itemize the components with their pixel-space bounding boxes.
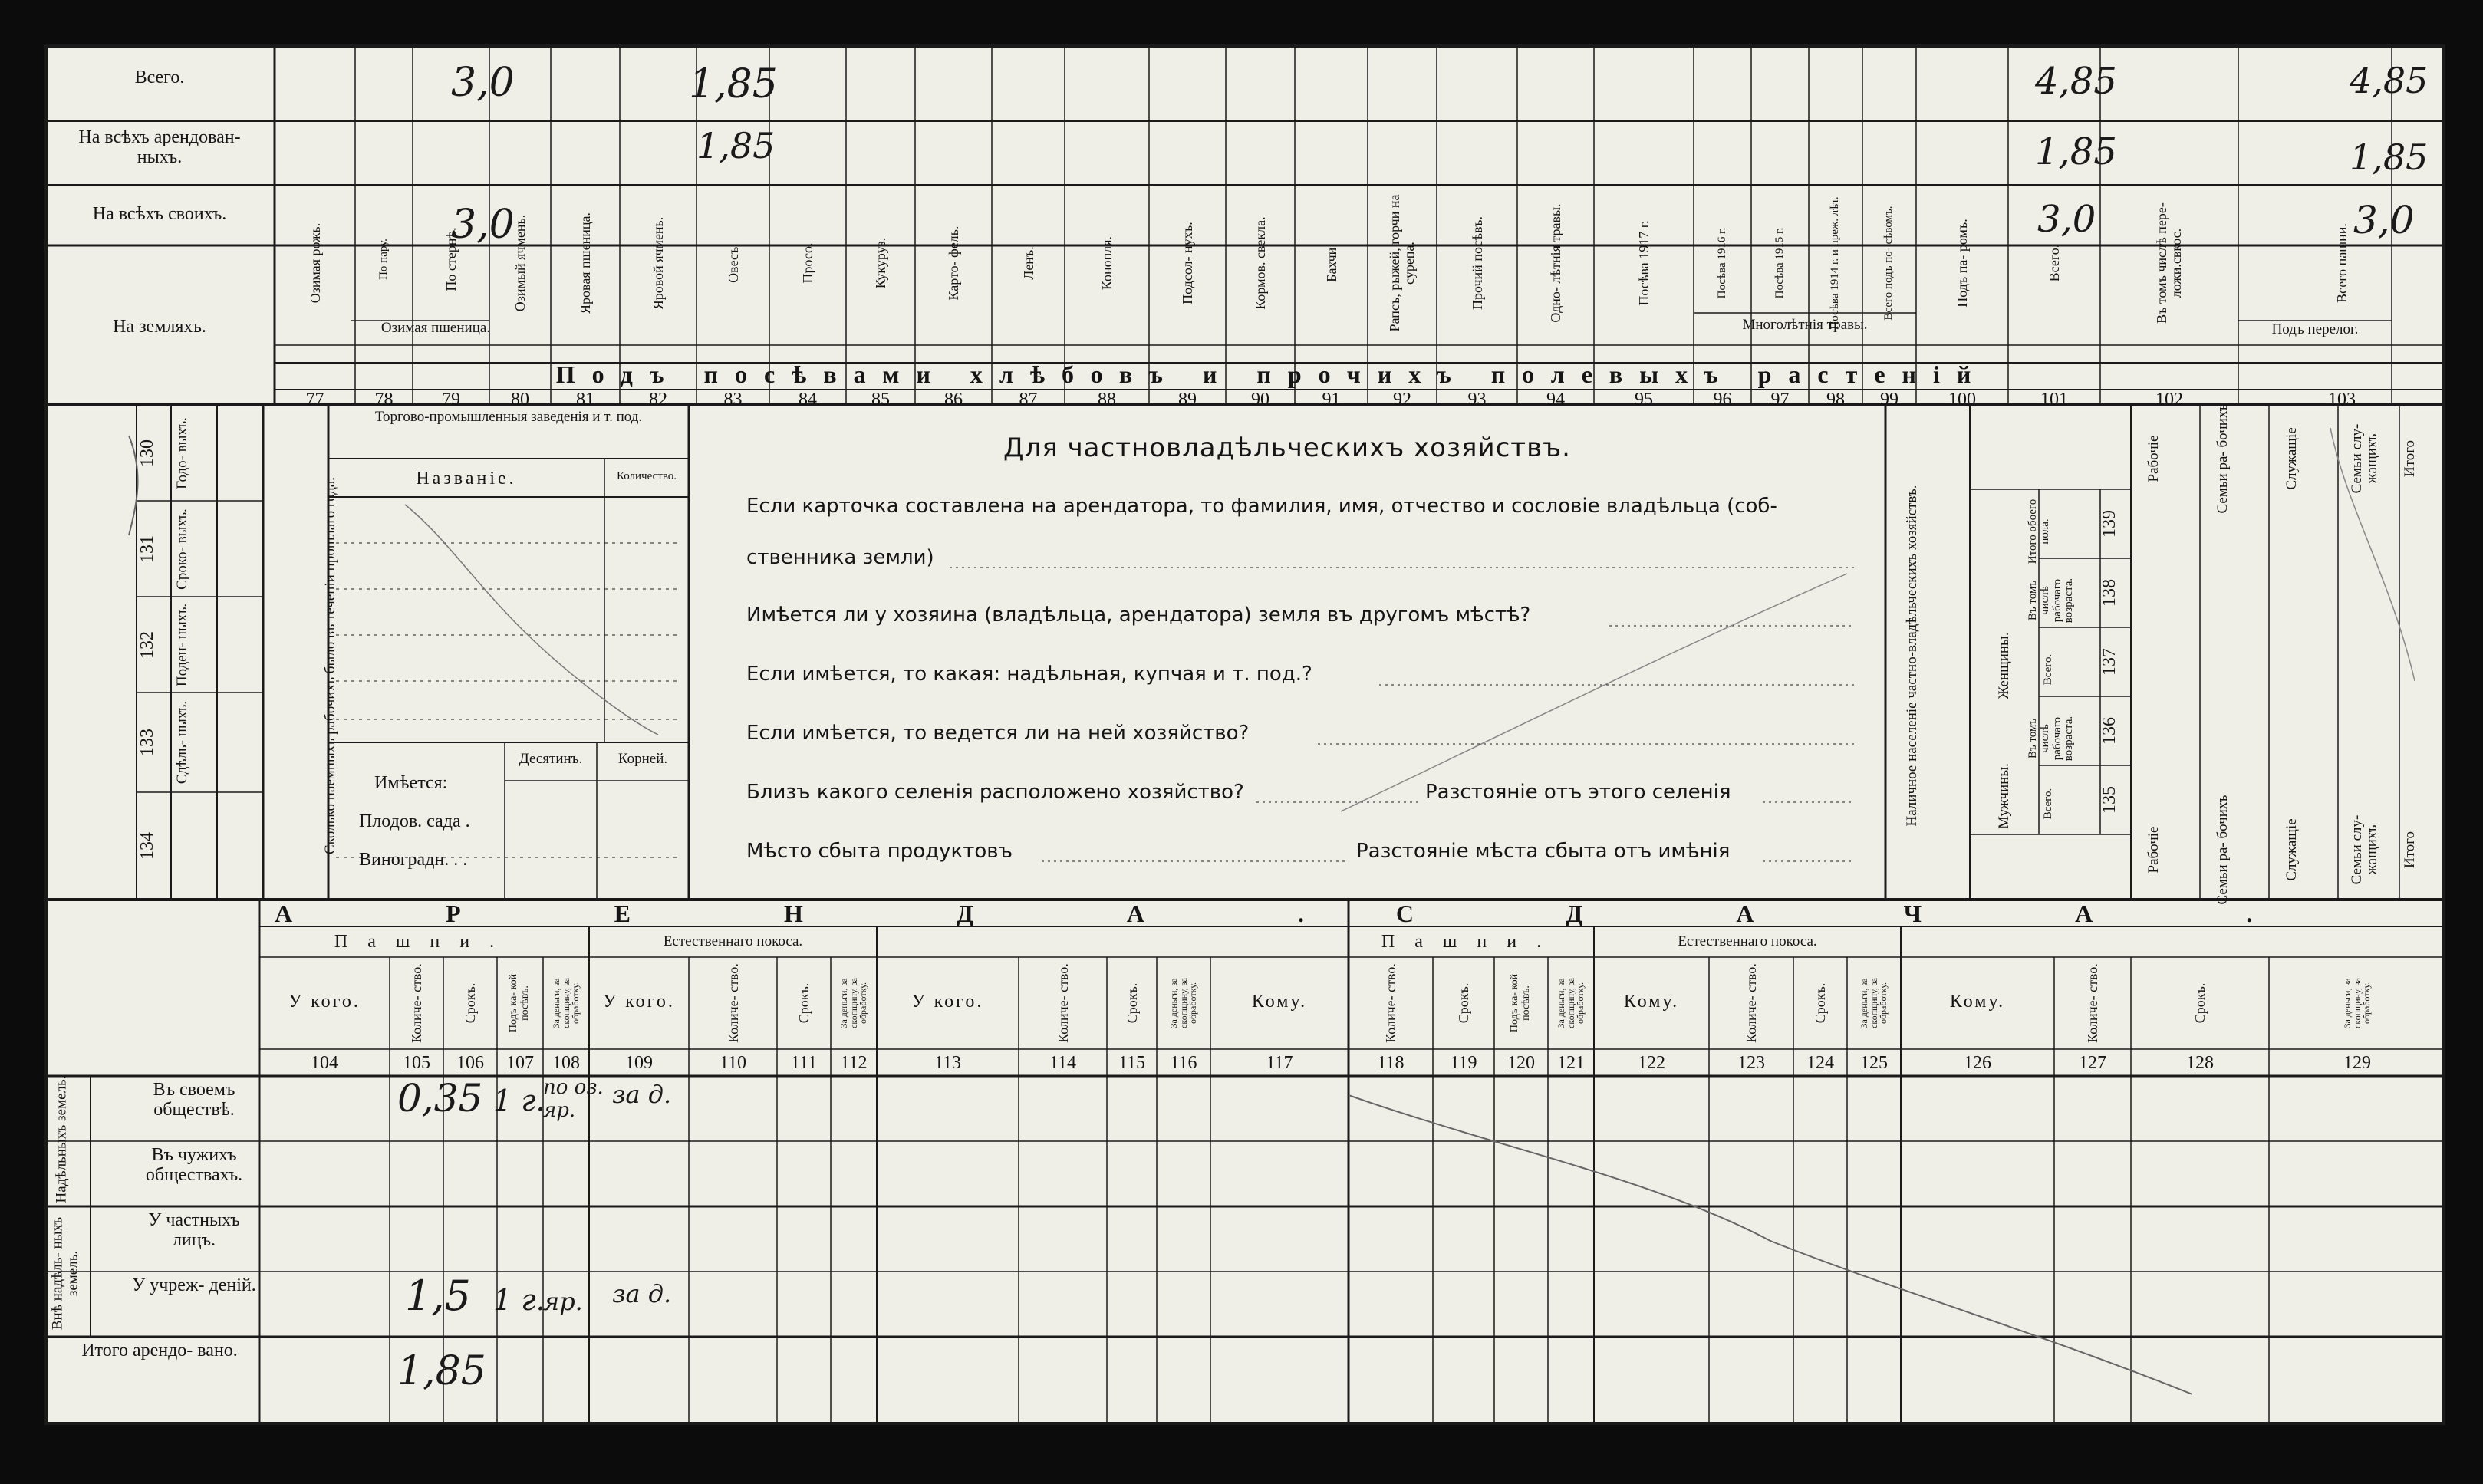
worker-row-number: 130 — [137, 439, 157, 467]
women-working-label: Въ томъ числѣ рабочаго возраста. — [2027, 577, 2076, 624]
lease-header-u_kogo: У кого. — [288, 992, 361, 1012]
perelog-label: Подъ перелог. — [2271, 321, 2359, 337]
crop-header: Посѣва 1914 г. и преж. лѣт. — [1829, 196, 1842, 330]
lease-col-number: 118 — [1377, 1053, 1405, 1073]
lease-header-pod_posev: Подъ ка- кой посѣвъ. — [508, 973, 531, 1033]
worker-col-label-bottom: Семьи слу- жащихъ — [2349, 814, 2380, 885]
lease-header-srok: Срокъ. — [1812, 982, 1828, 1024]
lease-col-number: 111 — [790, 1053, 818, 1073]
population-col-number: 139 — [2099, 510, 2119, 538]
women-vsego-label: Всего. — [2042, 653, 2054, 686]
lease-col-number: 105 — [403, 1053, 430, 1073]
crop-col-number: 89 — [1178, 390, 1197, 410]
crop-header: Яровой ячмень. — [650, 216, 666, 310]
crop-col-number: 79 — [442, 390, 460, 410]
lease-header-pod_posev: Подъ ка- кой посѣвъ. — [1509, 973, 1532, 1033]
crop-header: Одно- лѣтнія травы. — [1547, 203, 1563, 323]
crop-header: Подъ па- ромъ. — [1954, 219, 1970, 308]
lease-header-srok: Срокъ. — [2192, 982, 2208, 1024]
row-chuzhih: Въ чужихъ обществахъ. — [145, 1145, 243, 1186]
worker-row-number: 134 — [137, 832, 157, 860]
lease-col-number: 104 — [311, 1053, 338, 1073]
hw-a108: за д. — [612, 1080, 672, 1109]
worker-type-label: Сдѣль- ныхъ. — [174, 700, 190, 785]
question-2: Имѣется ли у хозяина (владѣльца, арендатора) земля въ другомъ мѣстѣ? — [746, 604, 1531, 627]
vinograd-label: Виноградн. . . — [359, 850, 468, 870]
lease-col-number: 123 — [1737, 1053, 1765, 1073]
crop-header: Прочий посѣвъ. — [1469, 216, 1485, 311]
lease-col-number: 121 — [1557, 1053, 1585, 1073]
lease-header-kolvo: Количе- ство. — [725, 963, 741, 1043]
hw-svoi-79: 3,0 — [451, 202, 515, 248]
lease-header-srok: Срокъ. — [462, 982, 478, 1024]
lease-header-kolvo: Количе- ство. — [1743, 963, 1759, 1043]
lease-col-number: 109 — [625, 1053, 653, 1073]
lease-header-komu: Кому. — [1251, 992, 1308, 1012]
crop-col-number: 85 — [871, 390, 890, 410]
hw-vsego-79: 3,0 — [451, 60, 515, 106]
lease-col-number: 106 — [456, 1053, 484, 1073]
lease-col-number: 115 — [1118, 1053, 1146, 1073]
worker-col-label-top: Итого — [2402, 439, 2418, 478]
hw-arend-82: 1,85 — [696, 125, 776, 166]
hw-vsego-103: 4,85 — [2350, 60, 2429, 101]
row-label-vsego: Всего. — [134, 67, 185, 87]
crop-header: Всего. — [2046, 244, 2062, 282]
crop-col-number: 97 — [1770, 390, 1790, 410]
crop-header: Въ томъ числѣ пере- ложи.свкос. — [2154, 202, 2184, 324]
crop-col-number: 83 — [723, 390, 743, 410]
crop-col-number: 77 — [305, 390, 324, 410]
crop-header: Карто- фель. — [945, 225, 961, 301]
worker-col-label-bottom: Рабочіе — [2145, 826, 2162, 874]
lease-col-number: 116 — [1170, 1053, 1197, 1073]
crop-col-number: 81 — [576, 390, 594, 410]
crop-col-number: 103 — [2328, 390, 2356, 410]
lease-header-kolvo: Количе- ство. — [1382, 963, 1398, 1043]
lease-header-za_dengi: За деньги, за скопщину, за обработку. — [551, 978, 581, 1028]
crop-col-number: 80 — [511, 390, 529, 410]
worker-col-label-bottom: Семьи ра- бочихъ — [2215, 795, 2231, 905]
crop-header: Посѣва 1915 г. — [1773, 227, 1786, 299]
crop-col-number: 91 — [1322, 390, 1341, 410]
crop-header: Просо. — [799, 242, 815, 284]
hw-a106: 1 г. — [493, 1084, 545, 1117]
hw-vsego-99: 4,85 — [2035, 60, 2117, 103]
lease-header-u_kogo: У кого. — [911, 992, 984, 1012]
hw-b107: яр. — [543, 1287, 583, 1316]
crop-col-number: 98 — [1826, 390, 1845, 410]
crop-header: Яровая пшеница. — [577, 212, 593, 314]
trade-qty-header: Количество. — [616, 470, 677, 482]
question-1a: Если карточка составлена на арендатора, то фамилия, имя, отчество и сословіе владѣльца (соб- — [746, 495, 1777, 518]
men-vsego-label: Всего. — [2042, 788, 2054, 820]
crop-col-number: 92 — [1393, 390, 1411, 410]
lease-col-number: 114 — [1049, 1053, 1077, 1073]
lease-header-za_dengi: За деньги, за скопщину, за обработку. — [1556, 978, 1586, 1028]
crop-col-number: 95 — [1635, 390, 1653, 410]
perennial-label: Многолѣтнія травы. — [1742, 317, 1868, 333]
worker-type-label: Годо- выхъ. — [174, 416, 190, 489]
crop-col-number: 94 — [1546, 390, 1565, 410]
worker-type-label: Поден- ныхъ. — [174, 603, 190, 686]
has-label: Имѣется: — [374, 773, 448, 793]
population-col-number: 136 — [2099, 717, 2119, 745]
row-label-na-zemlyah: На земляхъ. — [113, 317, 206, 337]
hired-workers-label: Сколько наемныхъ рабочихъ было въ теченіи прошлаго года. — [322, 476, 338, 855]
population-label: Наличное населеніе частно-владѣльческихъ хозяйствъ. — [1904, 485, 1920, 827]
wheat-label: Озимая пшеница. — [380, 320, 491, 336]
lease-header-srok: Срокъ. — [1124, 982, 1140, 1024]
lease-col-number: 108 — [552, 1053, 580, 1073]
crop-header: Всего подъ по- сѣвомъ. — [1882, 206, 1895, 321]
row-uchrezhdeniy: У учреж- деній. — [132, 1275, 256, 1295]
lease-header-srok: Срокъ. — [1455, 982, 1471, 1024]
crop-col-number: 96 — [1713, 390, 1732, 410]
crop-header: Рапсъ, рыжей, горчи на сурепа. — [1387, 194, 1417, 332]
lease-col-number: 126 — [1964, 1053, 1991, 1073]
trade-name-header: Названіе. — [416, 469, 517, 489]
worker-type-label: Сроко- выхъ. — [174, 508, 190, 590]
worker-col-label-top: Семьи ра- бочихъ — [2215, 403, 2231, 514]
lease-header-komu: Кому. — [1949, 992, 2006, 1012]
worker-col-label-bottom: Итого — [2402, 831, 2418, 869]
lease-col-number: 119 — [1450, 1053, 1477, 1073]
crop-col-number: 82 — [649, 390, 667, 410]
desyatin-header: Десятинъ. — [519, 751, 583, 767]
lease-header-za_dengi: За деньги, за скопщину, за обработку. — [2342, 978, 2373, 1028]
crop-header: Кукуруз. — [872, 237, 888, 289]
lease-header-u_kogo: У кого. — [603, 992, 675, 1012]
row-chastnyh: У частныхъ лицъ. — [148, 1210, 240, 1251]
lease-col-number: 110 — [719, 1053, 747, 1073]
lease-header-kolvo: Количе- ство. — [2084, 963, 2100, 1043]
row-label-svoih: На всѣхъ своихъ. — [92, 204, 227, 224]
hw-arend-99: 1,85 — [2035, 130, 2117, 173]
crop-header: Ленъ. — [1020, 246, 1036, 280]
lease-col-number: 107 — [506, 1053, 534, 1073]
hw-vsego-82: 1,85 — [689, 61, 778, 107]
worker-col-label-bottom: Служащіе — [2284, 818, 2300, 881]
worker-col-label-top: Рабочіе — [2145, 435, 2162, 482]
lease-col-number: 124 — [1806, 1053, 1834, 1073]
lease-header-kolvo: Количе- ство. — [408, 963, 424, 1043]
crop-col-number: 84 — [799, 390, 817, 410]
lease-col-number: 125 — [1860, 1053, 1888, 1073]
crop-col-number: 86 — [944, 390, 963, 410]
arenda-title: АРЕНДА. — [275, 900, 1458, 927]
lease-header-komu: Кому. — [1623, 992, 1680, 1012]
lease-col-number: 122 — [1638, 1053, 1665, 1073]
total-both-label: Итого обоего пола. — [2027, 499, 2051, 564]
hw-b105: 1,5 — [405, 1272, 471, 1320]
crops-banner: Подъ посѣвами хлѣбовъ и прочихъ полевыхъ растеній — [555, 360, 1988, 388]
group-vne-nadelnyh: Внѣ надѣль- ныхъ земель. — [49, 1216, 81, 1331]
row-itogo-arendovano: Итого арендо- вано. — [81, 1341, 238, 1361]
crop-header: Бахчи. — [1323, 244, 1339, 282]
lease-col-number: 112 — [840, 1053, 868, 1073]
hw-b106: 1 г. — [493, 1283, 545, 1317]
row-svoem: Въ своемъ обществѣ. — [153, 1080, 235, 1120]
crop-col-number: 100 — [1948, 390, 1976, 410]
question-6b: Разстояніе мѣста сбыта отъ имѣнія — [1356, 840, 1731, 863]
korney-header: Корней. — [617, 751, 668, 767]
hw-a105: 0,35 — [397, 1076, 483, 1120]
hw-b108: за д. — [612, 1279, 672, 1308]
men-label: Мужчины. — [1996, 763, 2012, 829]
crop-col-number: 101 — [2040, 390, 2068, 410]
questionnaire-title: Для частновладѣльческихъ хозяйствъ. — [1003, 433, 1571, 463]
lease-header-za_dengi: За деньги, за скопщину, за обработку. — [1859, 978, 1889, 1028]
lease-header-za_dengi: За деньги, за скопщину, за обработку. — [1168, 978, 1199, 1028]
population-col-number: 135 — [2099, 786, 2119, 814]
crop-header: Кормов. свекла. — [1252, 216, 1268, 310]
arenda-pokos-label: Естественнаго покоса. — [663, 933, 803, 949]
hw-arend-103: 1,85 — [2350, 137, 2429, 178]
trade-title: Торгово-промышленныя заведенія и т. под. — [374, 409, 643, 425]
question-4: Если имѣется, то ведется ли на ней хозяйство? — [746, 722, 1250, 745]
crop-col-number: 102 — [2155, 390, 2183, 410]
worker-row-number: 133 — [137, 729, 157, 756]
men-working-label: Въ томъ числѣ рабочаго возраста. — [2027, 716, 2076, 762]
lease-header-kolvo: Количе- ство. — [1055, 963, 1071, 1043]
population-col-number: 137 — [2099, 648, 2119, 676]
lease-header-srok: Срокъ. — [795, 982, 812, 1024]
lease-col-number: 113 — [934, 1053, 962, 1073]
hw-svoi-103: 3,0 — [2353, 198, 2415, 242]
group-nadelnyh: Надѣльныхъ земель. — [53, 1075, 70, 1203]
population-col-number: 138 — [2099, 579, 2119, 607]
crop-header: Подсол- нухъ. — [1179, 222, 1195, 304]
lease-col-number: 127 — [2079, 1053, 2106, 1073]
worker-row-number: 131 — [137, 535, 157, 563]
hw-a107: по оз. яр. — [543, 1076, 604, 1122]
plodov-label: Плодов. сада . — [359, 811, 470, 831]
question-3: Если имѣется, то какая: надѣльная, купчая и т. под.? — [746, 663, 1312, 686]
hw-total105: 1,85 — [397, 1348, 486, 1394]
hw-svoi-99: 3,0 — [2037, 198, 2096, 241]
crop-header: Овесъ. — [725, 243, 741, 283]
lease-col-number: 117 — [1266, 1053, 1293, 1073]
row-label-arendovannyh: На всѣхъ арендован- ныхъ. — [78, 127, 241, 168]
census-card — [44, 44, 2445, 1425]
crop-header: Посѣва 1916 г. — [1715, 227, 1728, 299]
crop-col-number: 78 — [374, 390, 394, 410]
crop-header: Всего пашни. — [2333, 223, 2350, 303]
crop-col-number: 88 — [1098, 390, 1116, 410]
worker-col-label-top: Служащіе — [2284, 427, 2300, 490]
crop-header: Озимая рожь. — [307, 222, 323, 304]
crop-header: Конопля. — [1098, 235, 1115, 291]
crop-col-number: 90 — [1251, 390, 1269, 410]
crop-header: По стернѣ. — [443, 227, 459, 291]
crop-header: По пару. — [377, 239, 390, 280]
question-5: Близъ какого селенія расположено хозяйство? — [746, 781, 1244, 804]
worker-row-number: 132 — [137, 630, 157, 659]
crop-col-number: 93 — [1467, 390, 1487, 410]
women-label: Женщины. — [1996, 632, 2012, 699]
arenda-pashni-label: Пашни. — [334, 932, 515, 952]
crop-col-number: 99 — [1880, 390, 1898, 410]
sdacha-pokos-label: Естественнаго покоса. — [1678, 933, 1817, 949]
worker-col-label-top: Семьи слу- жащихъ — [2349, 423, 2380, 494]
lease-col-number: 129 — [2343, 1053, 2371, 1073]
question-6: Мѣсто сбыта продуктовъ — [746, 840, 1013, 863]
lease-col-number: 120 — [1507, 1053, 1535, 1073]
crop-header: Посѣва 1917 г. — [1635, 220, 1651, 306]
sdacha-title: СДАЧА. — [1395, 900, 2406, 927]
crop-header: Озимый ячмень. — [512, 214, 528, 312]
crop-col-number: 87 — [1019, 390, 1038, 410]
question-1b: ственника земли) — [746, 546, 934, 569]
lease-col-number: 128 — [2186, 1053, 2214, 1073]
sdacha-pashni-label: Пашни. — [1381, 932, 1562, 952]
question-5b: Разстояніе отъ этого селенія — [1425, 781, 1731, 804]
lease-header-za_dengi: За деньги, за скопщину, за обработку. — [838, 978, 869, 1028]
